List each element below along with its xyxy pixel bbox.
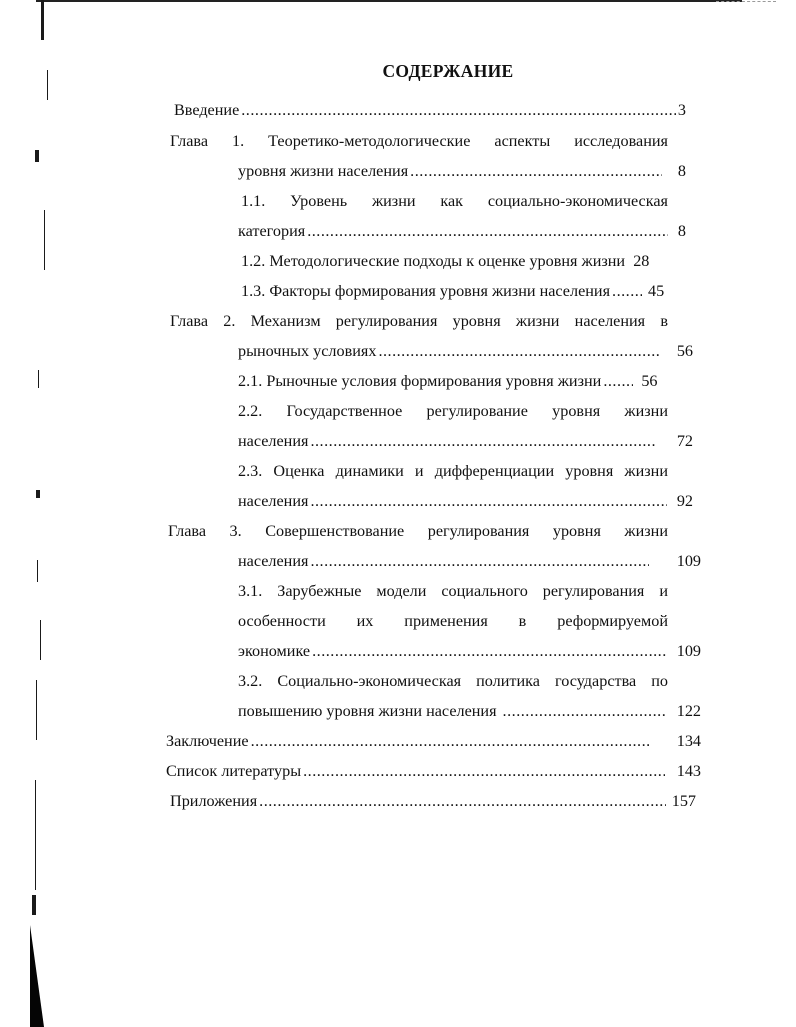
toc-section-1-1-line2 <box>238 221 686 241</box>
toc-section-3-1-line1: 3.1. Зарубежные модели социального регулирования и <box>238 582 668 600</box>
toc-page-number: 45 <box>648 282 665 300</box>
toc-page-number: 28 <box>633 252 650 270</box>
toc-label: Введение <box>174 101 240 119</box>
toc-label: Заключение <box>166 732 249 750</box>
toc-page-number: 8 <box>677 162 686 180</box>
toc-leader <box>303 761 665 781</box>
toc-section-2-1 <box>238 371 693 391</box>
toc-section-3-2-line2 <box>238 701 701 721</box>
toc-label: повышению уровня жизни населения <box>238 702 497 720</box>
scan-edge-mark <box>40 620 41 660</box>
toc-page-number: 157 <box>671 792 696 810</box>
scan-corner-blot <box>30 925 44 1027</box>
toc-section-1-1-line1: 1.1. Уровень жизни как социально-экономическая <box>241 192 668 210</box>
toc-section-3-1-line3 <box>238 641 701 661</box>
toc-leader <box>241 100 676 120</box>
toc-page-number: 72 <box>676 432 693 450</box>
toc-label: рыночных условиях <box>238 342 377 360</box>
scan-edge-mark <box>37 560 38 582</box>
toc-label: экономике <box>238 642 311 660</box>
toc-label: Приложения <box>170 792 258 810</box>
toc-leader <box>307 221 668 241</box>
toc-leader <box>503 701 667 721</box>
toc-label: населения <box>238 492 309 510</box>
scan-top-rule <box>36 0 742 2</box>
toc-page-number: 56 <box>676 342 693 360</box>
toc-label: уровня жизни населения <box>238 162 409 180</box>
toc-entry-intro <box>174 100 686 120</box>
toc-entry-literature <box>166 761 701 781</box>
scan-top-dash <box>716 1 776 2</box>
toc-entry-appendices <box>170 791 696 811</box>
toc-section-2-2-line1: 2.2. Государственное регулирование уровня жизни <box>238 402 668 420</box>
page-title: СОДЕРЖАНИЕ <box>382 61 514 81</box>
toc-page-number: 92 <box>676 492 693 510</box>
toc-page-number: 3 <box>677 101 686 119</box>
toc-chapter-2-line2 <box>238 341 693 361</box>
toc-leader <box>378 341 660 361</box>
toc-page-number: 134 <box>676 732 701 750</box>
toc-page-number: 109 <box>676 642 701 660</box>
toc-leader <box>310 491 666 511</box>
toc-chapter-3-line2 <box>238 551 701 571</box>
scan-edge-mark <box>36 490 40 498</box>
toc-chapter-2-line1: Глава 2. Механизм регулирования уровня жизни населения в <box>170 312 668 330</box>
toc-page-number: 8 <box>677 222 686 240</box>
toc-label: категория <box>238 222 306 240</box>
toc-page-number: 56 <box>641 372 658 390</box>
toc-label: населения <box>238 432 309 450</box>
toc-section-2-3-line2 <box>238 491 693 511</box>
scan-edge-mark <box>44 210 45 270</box>
toc-page-number: 122 <box>676 702 701 720</box>
toc-label: 1.2. Методологические подходы к оценке уровня жизни <box>241 252 626 270</box>
toc-section-3-2-line1: 3.2. Социально-экономическая политика государства по <box>238 672 668 690</box>
toc-chapter-1-line1: Глава 1. Теоретико-методологические аспекты исследования <box>170 132 668 150</box>
toc-label: Список литературы <box>166 762 302 780</box>
scan-edge-mark <box>38 370 39 388</box>
toc-leader <box>603 371 633 391</box>
toc-entry-conclusion <box>166 731 701 751</box>
toc-leader <box>410 161 662 181</box>
toc-page-number: 143 <box>676 762 701 780</box>
scan-edge-mark <box>41 0 44 40</box>
toc-leader <box>259 791 666 811</box>
toc-label: населения <box>238 552 309 570</box>
toc-section-1-3 <box>241 281 693 301</box>
toc-page-number: 109 <box>676 552 701 570</box>
toc-chapter-3-line1: Глава 3. Совершенствование регулирования уровня жизни <box>168 522 668 540</box>
scan-edge-mark <box>35 150 39 162</box>
toc-section-2-2-line2 <box>238 431 693 451</box>
scan-edge-mark <box>32 895 36 915</box>
toc-leader <box>251 731 649 751</box>
scan-edge-mark <box>36 680 37 740</box>
toc-section-2-3-line1: 2.3. Оценка динамики и дифференциации уровня жизни <box>238 462 668 480</box>
toc-chapter-1-line2 <box>238 161 686 181</box>
toc-section-3-1-line2: особенности их применения в реформируемой <box>238 612 668 630</box>
toc-leader <box>312 641 667 661</box>
toc-leader <box>310 431 656 451</box>
toc-label: 1.3. Факторы формирования уровня жизни населения <box>241 282 611 300</box>
scan-edge-mark <box>35 780 36 890</box>
toc-label: 2.1. Рыночные условия формирования уровня жизни <box>238 372 602 390</box>
toc-leader <box>310 551 648 571</box>
toc-leader <box>612 281 642 301</box>
toc-section-1-2 <box>241 251 649 271</box>
